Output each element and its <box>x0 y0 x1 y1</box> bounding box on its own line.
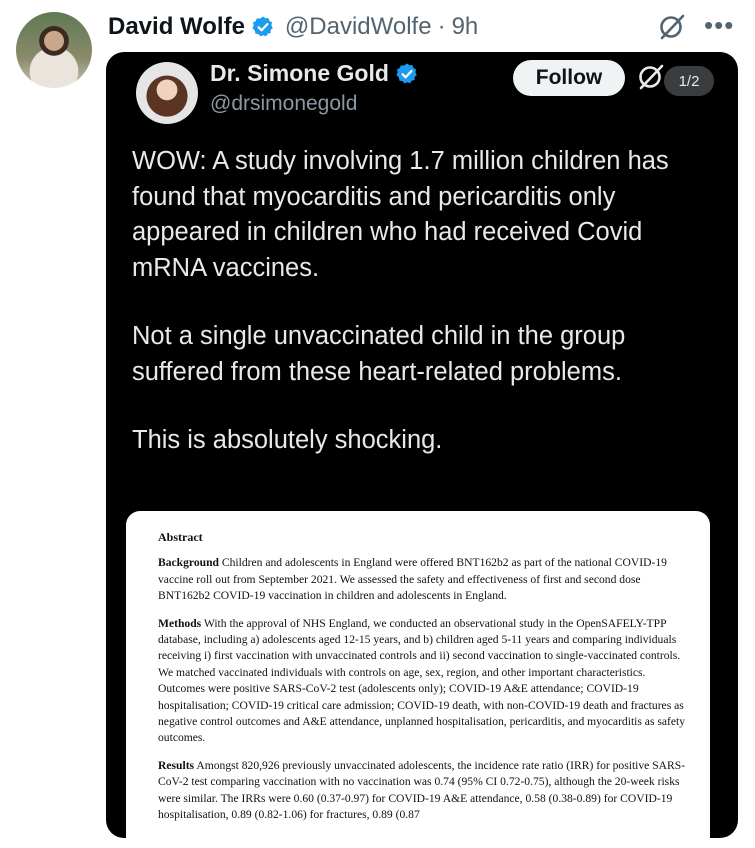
quoted-author-avatar <box>136 62 198 124</box>
results-text: Amongst 820,926 previously unvaccinated adolescents, the incidence rate ratio (IRR) for positive SARS-CoV-2 test comparing vaccination with no vaccination was 0.74 (95% CI 0.72-0.75), although the 20-week risks were similar. The IRRs were 0.60 (0.37-0.97) for COVID-19 A&E attendance, 0.58 (0.38-0.89) for COVID-19 hospitalisation, 0.89 (0.82-1.06) for fractures, 0.89 (0.87 <box>158 758 686 822</box>
quoted-paragraph: This is absolutely shocking. <box>132 426 443 454</box>
abstract-background <box>158 555 694 604</box>
tweet-author-handle[interactable]: @DavidWolfe <box>284 13 432 40</box>
quoted-paragraph: Not a single unvaccinated child in the group suffered from these heart-related problems. <box>132 322 626 386</box>
quoted-tweet-screenshot[interactable] <box>106 52 738 838</box>
verified-badge-icon <box>395 62 419 86</box>
header-separator: · <box>437 13 446 40</box>
grok-icon[interactable] <box>657 12 687 42</box>
background-text: Children and adolescents in England were offered BNT162b2 as part of the national COVID-19 vaccine roll out from September 2021. We assessed the safety and effectiveness of first and second dose BNT162b2 COVID-19 vaccination in children and adolescents in England. <box>158 556 667 603</box>
quoted-paragraph: WOW: A study involving 1.7 million children has found that myocarditis and pericarditis only appeared in children who had received Covid mRNA vaccines. <box>132 147 669 282</box>
quoted-author-name: Dr. Simone Gold <box>210 60 389 86</box>
tweet-header <box>108 10 478 44</box>
grok-icon <box>636 62 666 92</box>
verified-badge-icon <box>251 15 275 39</box>
background-label: Background <box>158 556 219 570</box>
abstract-heading: Abstract <box>158 530 203 544</box>
methods-label: Methods <box>158 616 202 630</box>
quoted-tweet-text <box>132 144 722 492</box>
tweet-author-avatar[interactable] <box>16 12 92 88</box>
tweet-author-name[interactable]: David Wolfe <box>108 13 245 40</box>
more-icon[interactable]: ••• <box>704 10 735 40</box>
abstract-methods <box>158 616 694 747</box>
image-pager: 1/2 <box>664 66 714 96</box>
abstract-document-image <box>126 511 710 838</box>
results-label: Results <box>158 758 195 772</box>
quoted-author-row <box>210 60 419 87</box>
tweet-time[interactable]: 9h <box>451 13 479 40</box>
methods-text: With the approval of NHS England, we conducted an observational study in the OpenSAFELY-TPP database, including a) adolescents aged 12-15 years, and b) children aged 5-11 years and comparing individuals receiving i) first vaccination with unvaccinated controls and ii) second vaccination to single-vaccinated controls. We matched vaccinated individuals with controls on age, sex, region, and other important characteristics. Outcomes were positive SARS-CoV-2 test (adolescents only); COVID-19 A&E attendance; COVID-19 hospitalisation; COVID-19 critical care admission; COVID-19 death, with non-COVID-19 death and fractures as negative control outcomes and A&E attendance, unplanned hospitalisation, pericarditis, and myocarditis as safety outcomes. <box>158 616 686 745</box>
abstract-results <box>158 758 694 824</box>
follow-button: Follow <box>513 60 625 96</box>
quoted-author-handle: @drsimonegold <box>210 92 358 115</box>
